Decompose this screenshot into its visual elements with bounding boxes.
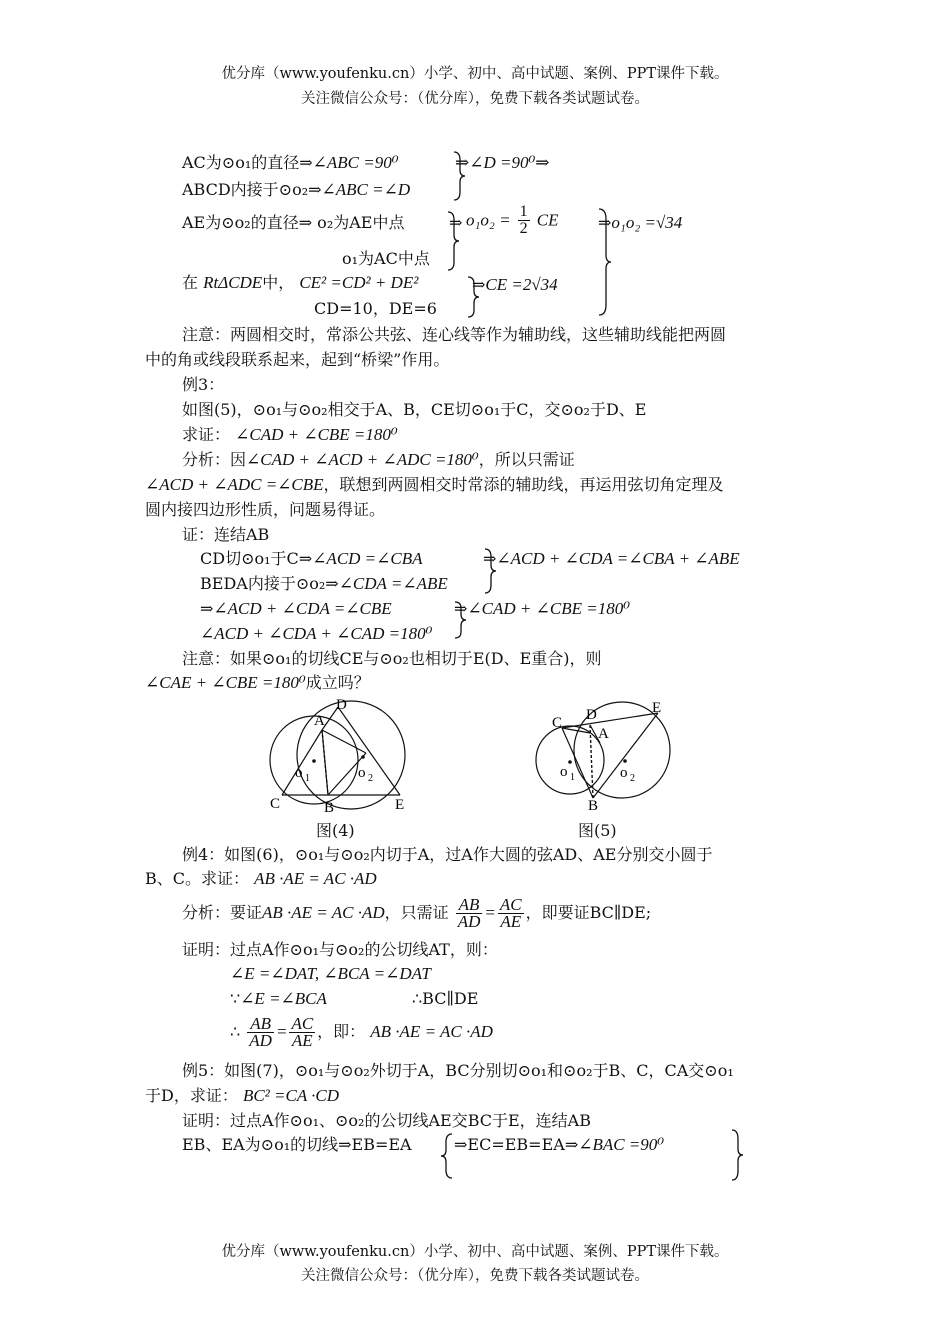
ex3-note: 注意：如果⊙o₁的切线CE与⊙o₂也相切于E(D、E重合)，则 [182, 649, 602, 668]
p1-line1: AC为⊙o₁的直径⇒∠ABC =90⁰ [182, 153, 399, 172]
svg-text:1: 1 [305, 773, 310, 784]
p1-line3-formula: o₁o₂ = $\frac{1}{2}$ CE [466, 203, 559, 237]
ex4-step2-result: ∴BC∥DE [412, 989, 479, 1008]
fig5-caption: 图(5) [578, 821, 617, 840]
p1-line3: AE为⊙o₂的直径⇒ o₂为AE中点 [182, 213, 405, 232]
p1-line3-result: ⇒o₁o₂ =√34 [598, 213, 683, 232]
ex3-prove: 求证： ∠CAD + ∠CBE =180⁰ [182, 425, 398, 444]
header-line-1: 优分库（www.youfenku.cn）小学、初中、高中试题、案例、PPT课件下载。 [221, 66, 729, 82]
ex5-p1-result: ⇒EC=EB=EA⇒∠BAC =90⁰ [454, 1135, 665, 1154]
p1-line5: 在 RtΔCDE中， CE² =CD² + DE² [182, 273, 419, 292]
brace-2 [446, 210, 463, 272]
ex3-analysis-3: 圆内接四边形性质，问题易得证。 [145, 500, 386, 519]
ex5-line1: 例5：如图(7)，⊙o₁与⊙o₂外切于A，BC分别切⊙o₁和⊙o₂于B、C，CA交⊙o₁ [182, 1061, 734, 1080]
header-line-2: 关注微信公众号：（优分库），免费下载各类试题试卷。 [301, 91, 649, 107]
fig4-label-o1: o [295, 765, 303, 781]
ex3-note-2: ∠CAE + ∠CBE =180⁰成立吗？ [145, 673, 370, 692]
fig4-caption: 图(4) [316, 821, 355, 840]
ex3-p3-result: ⇒∠CAD + ∠CBE =180⁰ [454, 599, 631, 618]
ex5-p1: EB、EA为⊙o₁的切线⇒EB=EA [182, 1135, 412, 1154]
fig5-circle-o1 [536, 726, 604, 794]
p1-line3-arrow: ⇒ [449, 213, 463, 232]
ex3-given: 如图(5)，⊙o₁与⊙o₂相交于A、B，CE切⊙o₁于C，交⊙o₂于D、E [182, 400, 647, 419]
fig4-label-B: B [324, 800, 335, 816]
ex4-step1: ∠E =∠DAT, ∠BCA =∠DAT [230, 964, 431, 983]
ex3-p3: ⇒∠ACD + ∠CDA =∠CBE [200, 599, 392, 618]
fig4-label-o2: o [358, 765, 366, 781]
p1-line5-result: ⇒CE =2√34 [472, 275, 558, 294]
ex3-proof-title: 证：连结AB [182, 525, 270, 544]
svg-text:2: 2 [630, 773, 635, 784]
ex3-title: 例3： [182, 375, 225, 394]
ex3-analysis: 分析：因∠CAD + ∠ACD + ∠ADC =180⁰，所以只需证 [182, 450, 575, 469]
footer-line-1: 优分库（www.youfenku.cn）小学、初中、高中试题、案例、PPT课件下载。 [221, 1244, 729, 1260]
ex3-p4: ∠ACD + ∠CDA + ∠CAD =180⁰ [200, 624, 433, 643]
fig5-label-A: A [598, 726, 609, 742]
p1-line4: o₁为AC中点 [342, 249, 430, 268]
fig5-label-E: E [652, 700, 662, 716]
ex4-line2: B、C。求证： AB ·AE = AC ·AD [145, 869, 377, 888]
ex4-step3: ∴ $\frac{AB}{AD}$ = $\frac{AC}{AE}$ ，即： AB ·AE = AC ·AD [230, 1014, 493, 1050]
ex5-line2: 于D，求证： BC² =CA ·CD [145, 1086, 340, 1105]
brace-7 [440, 1132, 454, 1180]
brace-3 [597, 207, 613, 317]
ex4-step2: ∵∠E =∠BCA [230, 989, 327, 1008]
brace-4 [466, 275, 480, 319]
brace-5 [483, 547, 497, 595]
svg-text:2: 2 [368, 773, 373, 784]
fig4-label-C: C [270, 796, 281, 812]
ex3-p1-result: ⇒∠ACD + ∠CDA =∠CBA + ∠ABE [483, 549, 740, 568]
brace-8 [730, 1128, 744, 1182]
brace-6 [453, 600, 467, 640]
fig4-label-D: D [336, 697, 347, 713]
ex3-p2: BEDA内接于⊙o₂⇒∠CDA =∠ABE [200, 574, 448, 593]
svg-text:1: 1 [570, 772, 575, 783]
ex4-analysis: 分析：要证AB ·AE = AC ·AD，只需证 $\frac{AB}{AD}$ = $\frac{AC}{AE}$ ，即要证BC∥DE; [182, 895, 652, 931]
brace-1 [452, 150, 466, 202]
fig5-label-o1: o [560, 764, 568, 780]
fig5-label-D: D [586, 707, 597, 723]
fig5-label-B: B [588, 798, 599, 814]
fig5-label-o2: o [620, 765, 628, 781]
footer-line-2: 关注微信公众号：（优分库），免费下载各类试题试卷。 [301, 1268, 649, 1284]
p1-line1-result: ⇒∠D =90⁰⇒ [455, 153, 550, 172]
figure-4 [262, 695, 422, 825]
ex5-proof: 证明：过点A作⊙o₁、⊙o₂的公切线AE交BC于E，连结AB [182, 1111, 591, 1130]
ex3-analysis-2: ∠ACD + ∠ADC =∠CBE，联想到两圆相交时常添的辅助线，再运用弦切角定理及 [145, 475, 724, 494]
fig4-label-A: A [314, 713, 325, 729]
ex4-line1: 例4：如图(6)，⊙o₁与⊙o₂内切于A，过A作大圆的弦AD、AE分别交小圆于 [182, 845, 713, 864]
p1-line6: CD=10，DE=6 [314, 299, 437, 318]
note1-line2: 中的角或线段联系起来，起到“桥梁”作用。 [145, 350, 450, 369]
ex4-proof: 证明：过点A作⊙o₁与⊙o₂的公切线AT，则： [182, 940, 498, 959]
ex3-p1: CD切⊙o₁于C⇒∠ACD =∠CBA [200, 549, 423, 568]
note1-line1: 注意：两圆相交时，常添公共弦、连心线等作为辅助线，这些辅助线能把两圆 [182, 325, 727, 344]
fig5-label-C: C [552, 715, 563, 731]
fig4-label-E: E [395, 797, 405, 813]
p1-line2: ABCD内接于⊙o₂⇒∠ABC =∠D [182, 180, 411, 199]
figure-5 [528, 695, 688, 815]
